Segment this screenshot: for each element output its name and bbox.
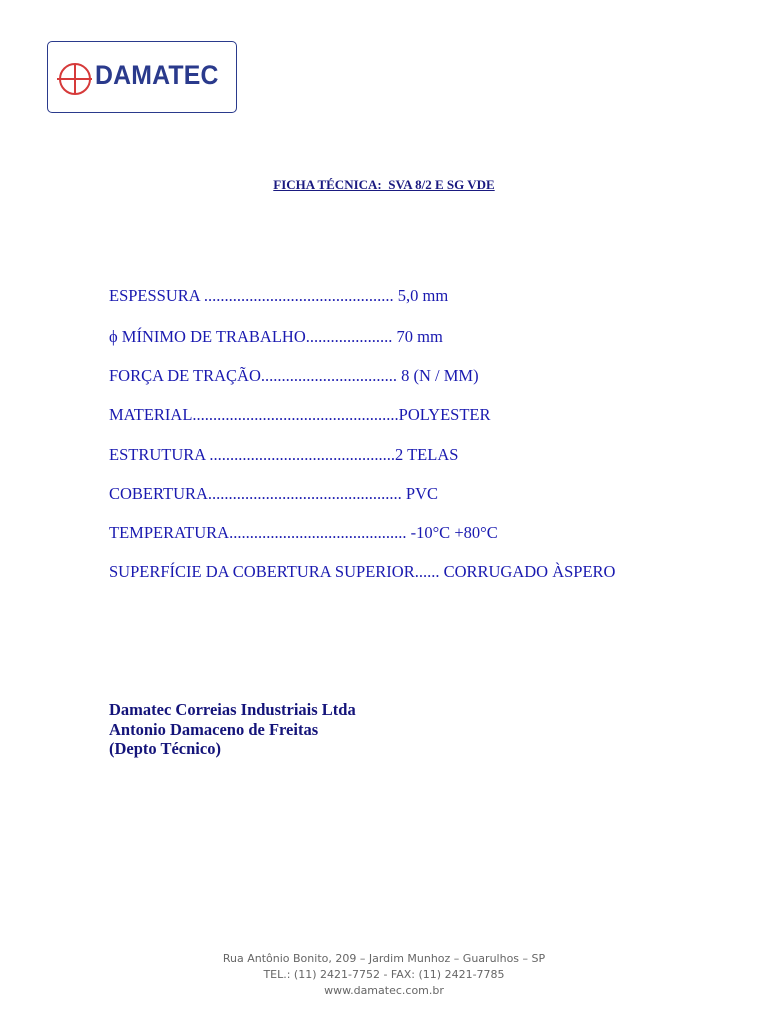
damatec-logo-mark-icon xyxy=(54,59,94,99)
document-title: FICHA TÉCNICA: SVA 8/2 E SG VDE xyxy=(273,177,495,192)
spec-structure: ESTRUTURA .............................................2 TELAS xyxy=(109,445,459,464)
spec-temperature: TEMPERATURA........................................... -10°C +80°C xyxy=(109,523,498,542)
signature-department: (Depto Técnico) xyxy=(109,739,221,758)
company-logo xyxy=(47,41,237,113)
footer-website: www.damatec.com.br xyxy=(324,984,444,997)
footer-phones: TEL.: (11) 2421-7752 - FAX: (11) 2421-7785 xyxy=(263,968,505,981)
footer-address: Rua Antônio Bonito, 209 – Jardim Munhoz – Guarulhos – SP xyxy=(222,952,546,965)
spec-tensile-strength: FORÇA DE TRAÇÃO................................. 8 (N / MM) xyxy=(109,366,479,385)
spec-thickness: ESPESSURA .............................................. 5,0 mm xyxy=(109,286,449,305)
signature-block xyxy=(109,700,356,759)
page-footer xyxy=(0,951,768,999)
signature-company: Damatec Correias Industriais Ltda xyxy=(109,700,356,719)
spec-top-cover-surface: SUPERFÍCIE DA COBERTURA SUPERIOR...... CORRUGADO ÀSPERO xyxy=(109,562,616,581)
spec-cover: COBERTURA............................................... PVC xyxy=(109,484,439,503)
spec-min-working-diameter: ϕ MÍNIMO DE TRABALHO..................... 70 mm xyxy=(109,327,443,346)
signature-person: Antonio Damaceno de Freitas xyxy=(109,719,319,739)
logo-wordmark: DAMATEC xyxy=(95,60,219,90)
spec-material: MATERIAL..................................................POLYESTER xyxy=(109,405,491,424)
